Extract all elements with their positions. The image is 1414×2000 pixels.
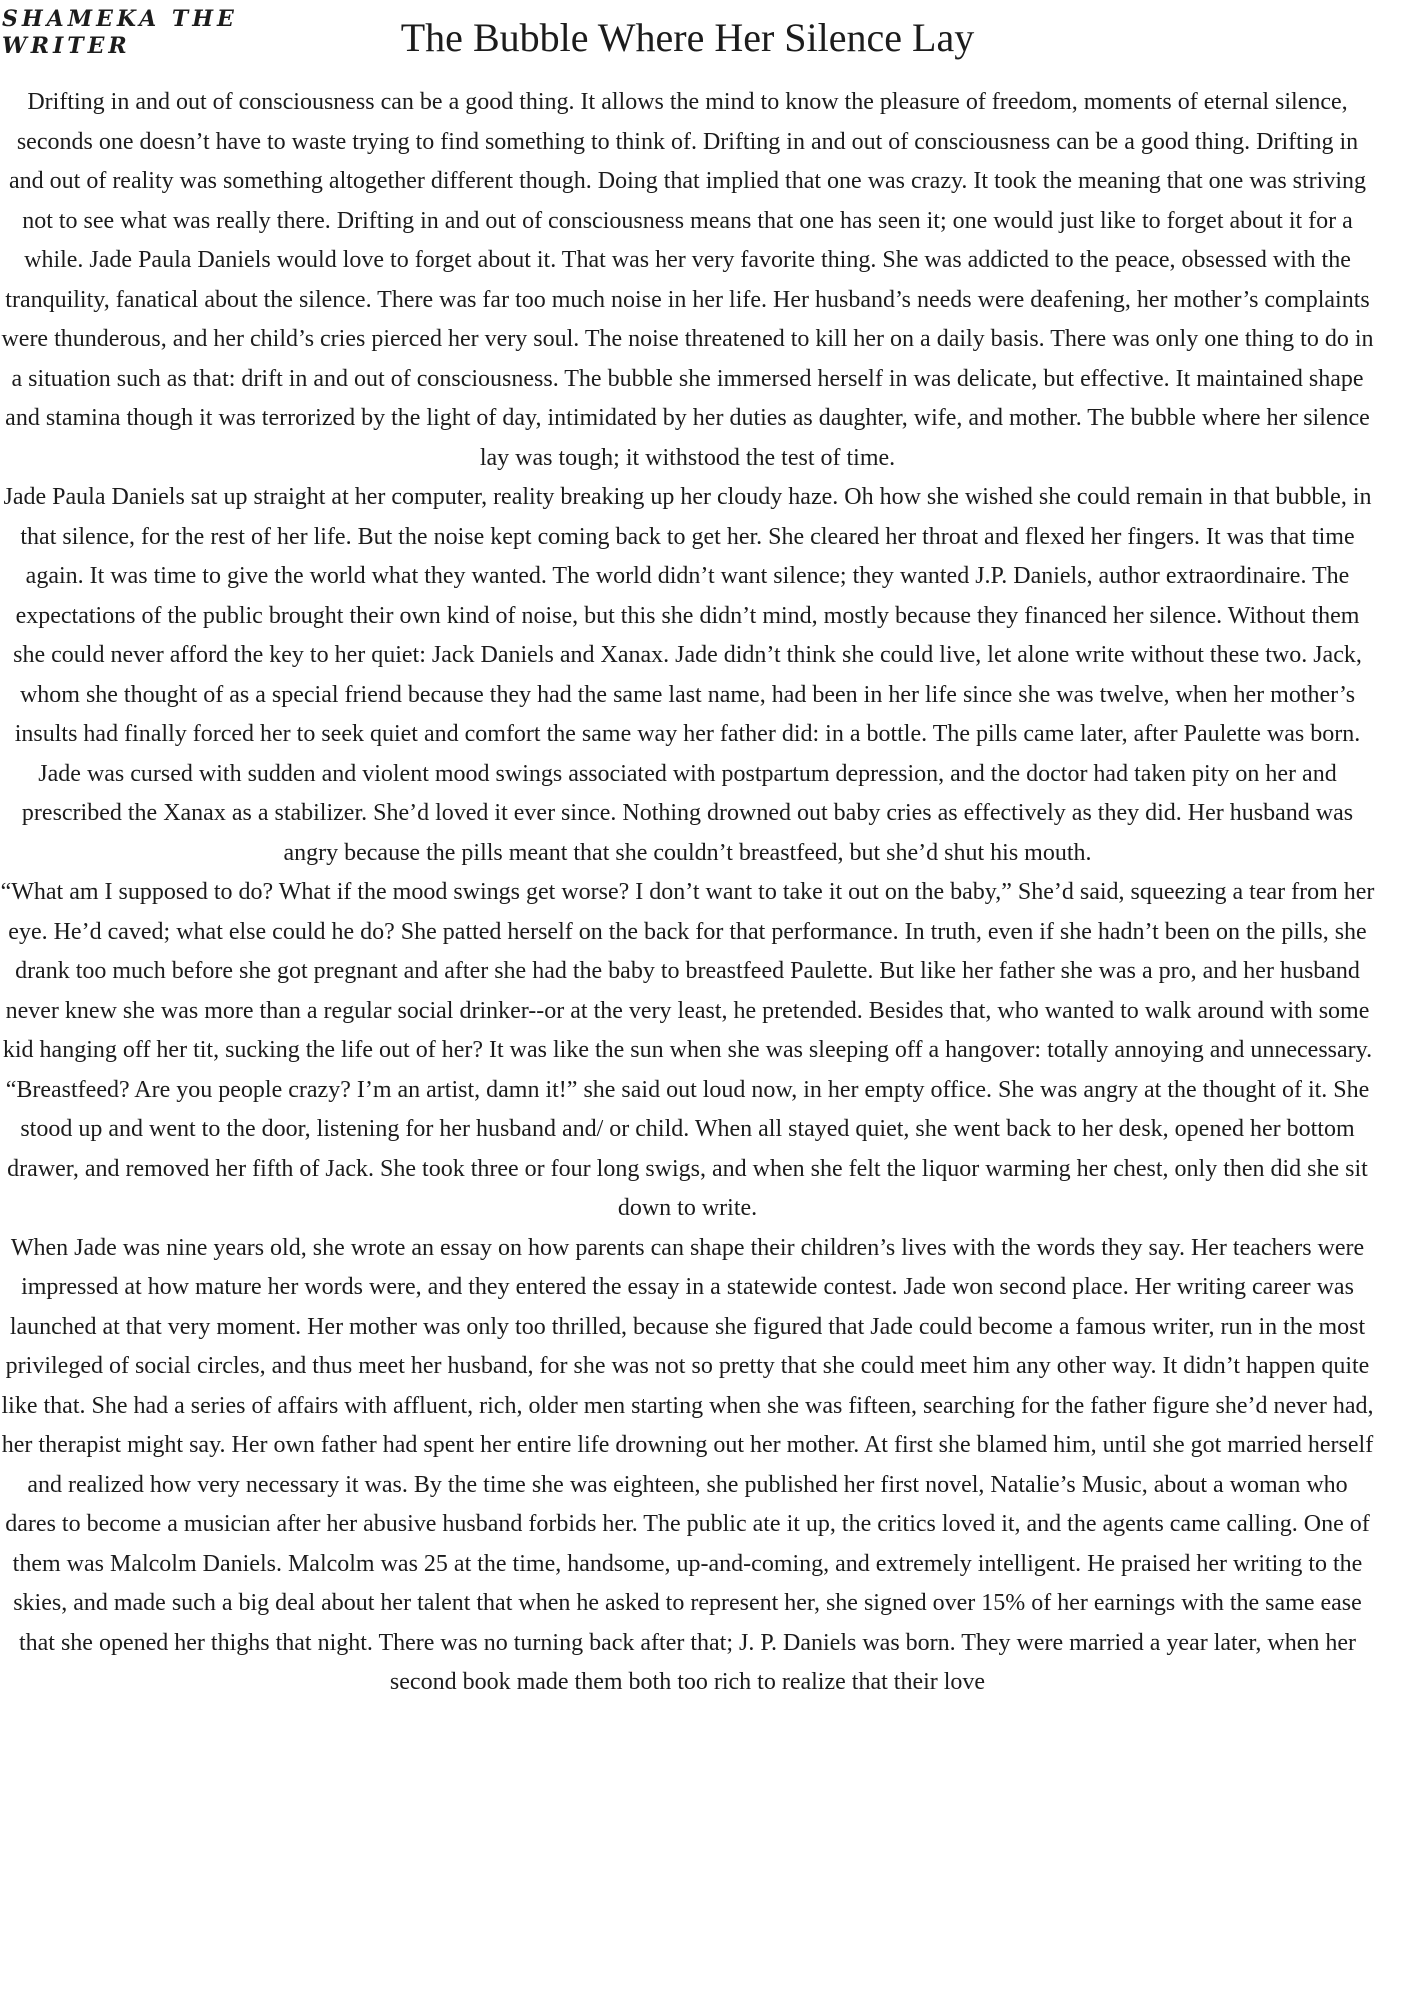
paragraph: “Breastfeed? Are you people crazy? I’m an artist, damn it!” she said out loud now, in her empty office. She was angry at the thought of it. She stood up and went to the door, listening for her husband and/ or child. When all stayed quiet, she went back to her desk, opened her bottom drawer, and removed her fifth of Jack. She took three or four long swigs, and when she felt the liquor warming her chest, only then did she sit down to write. [5, 1076, 1370, 1221]
paragraph: When Jade was nine years old, she wrote an essay on how parents can shape their children’s lives with the words they say. Her teachers were impressed at how mature her words were, and they entered the essay in a statewide contest. Jade won second place. Her writing career was launched at that very moment. Her mother was only too thrilled, because she figured that Jade could become a famous writer, run in the most privileged of social circles, and thus meet her husband, for she was not so pretty that she could meet him any other way. It didn’t happen quite like that. She had a series of affairs with affluent, rich, older men starting when she was fifteen, searching for the father figure she’d never had, her therapist might say. Her own father had spent her entire life drowning out her mother. At first she blamed him, until she got married herself and realized how very necessary it was. By the time she was eighteen, she published her first novel, Natalie’s Music, about a woman who dares to become a musician after her abusive husband forbids her. The public ate it up, the critics loved it, and the agents came calling. One of them was Malcolm Daniels. Malcolm was 25 at the time, handsome, up-and-coming, and extremely intelligent. He praised her writing to the skies, and made such a big deal about her talent that when he asked to represent her, she signed over 15% of her earnings with the same ease that she opened her thighs that night. There was no turning back after that; J. P. Daniels was born. They were married a year later, when her second book made them both too rich to realize that their love [1, 1234, 1374, 1695]
paragraph: Jade Paula Daniels sat up straight at her computer, reality breaking up her cloudy haze. Oh how she wished she could remain in that bubble, in that silence, for the rest of her life. But the noise kept coming back to get her. She cleared her throat and flexed her fingers. It was that time again. It was time to give the world what they wanted. The world didn’t want silence; they wanted J.P. Daniels, author extraordinaire. The expectations of the public brought their own kind of noise, but this she didn’t mind, mostly because they financed her silence. Without them she could never afford the key to her quiet: Jack Daniels and Xanax. Jade didn’t think she could live, let alone write without these two. Jack, whom she thought of as a special friend because they had the same last name, had been in her life since she was twelve, when her mother’s insults had finally forced her to seek quiet and comfort the same way her father did: in a bottle. The pills came later, after Paulette was born. Jade was cursed with sudden and violent mood swings associated with postpartum depression, and the doctor had taken pity on her and prescribed the Xanax as a stabilizer. She’d loved it ever since. Nothing drowned out baby cries as effectively as they did. Her husband was angry because the pills meant that she couldn’t breastfeed, but she’d shut his mouth. [3, 484, 1372, 866]
author-logo: SHAMEKA THE WRITER [2, 6, 238, 59]
story-body [0, 83, 1375, 1703]
paragraph: Drifting in and out of consciousness can be a good thing. It allows the mind to know the pleasure of freedom, moments of eternal silence, seconds one doesn’t have to waste trying to find something to think of. Drifting in and out of consciousness can be a good thing. Drifting in and out of reality was something altogether different though. Doing that implied that one was crazy. It took the meaning that one was striving not to see what was really there. Drifting in and out of consciousness means that one has seen it; one would just like to forget about it for a while. Jade Paula Daniels would love to forget about it. That was her very favorite thing. She was addicted to the peace, obsessed with the tranquility, fanatical about the silence. There was far too much noise in her life. Her husband’s needs were deafening, her mother’s complaints were thunderous, and her child’s cries pierced her very soul. The noise threatened to kill her on a daily basis. There was only one thing to do in a situation such as that: drift in and out of consciousness. The bubble she immersed herself in was delicate, but effective. It maintained shape and stamina though it was terrorized by the light of day, intimidated by her duties as daughter, wife, and mother. The bubble where her silence lay was tough; it withstood the test of time. [1, 89, 1374, 471]
page-title: The Bubble Where Her Silence Lay [400, 15, 975, 60]
paragraph: “What am I supposed to do? What if the mood swings get worse? I don’t want to take it out on the baby,” She’d said, squeezing a tear from her eye. He’d caved; what else could he do? She patted herself on the back for that performance. In truth, even if she hadn’t been on the pills, she drank too much before she got pregnant and after she had the baby to breastfeed Paulette. But like her father she was a pro, and her husband never knew she was more than a regular social drinker--or at the very least, he pretended. Besides that, who wanted to walk around with some kid hanging off her tit, sucking the life out of her? It was like the sun when she was sleeping off a hangover: totally annoying and unnecessary. [0, 879, 1375, 1063]
